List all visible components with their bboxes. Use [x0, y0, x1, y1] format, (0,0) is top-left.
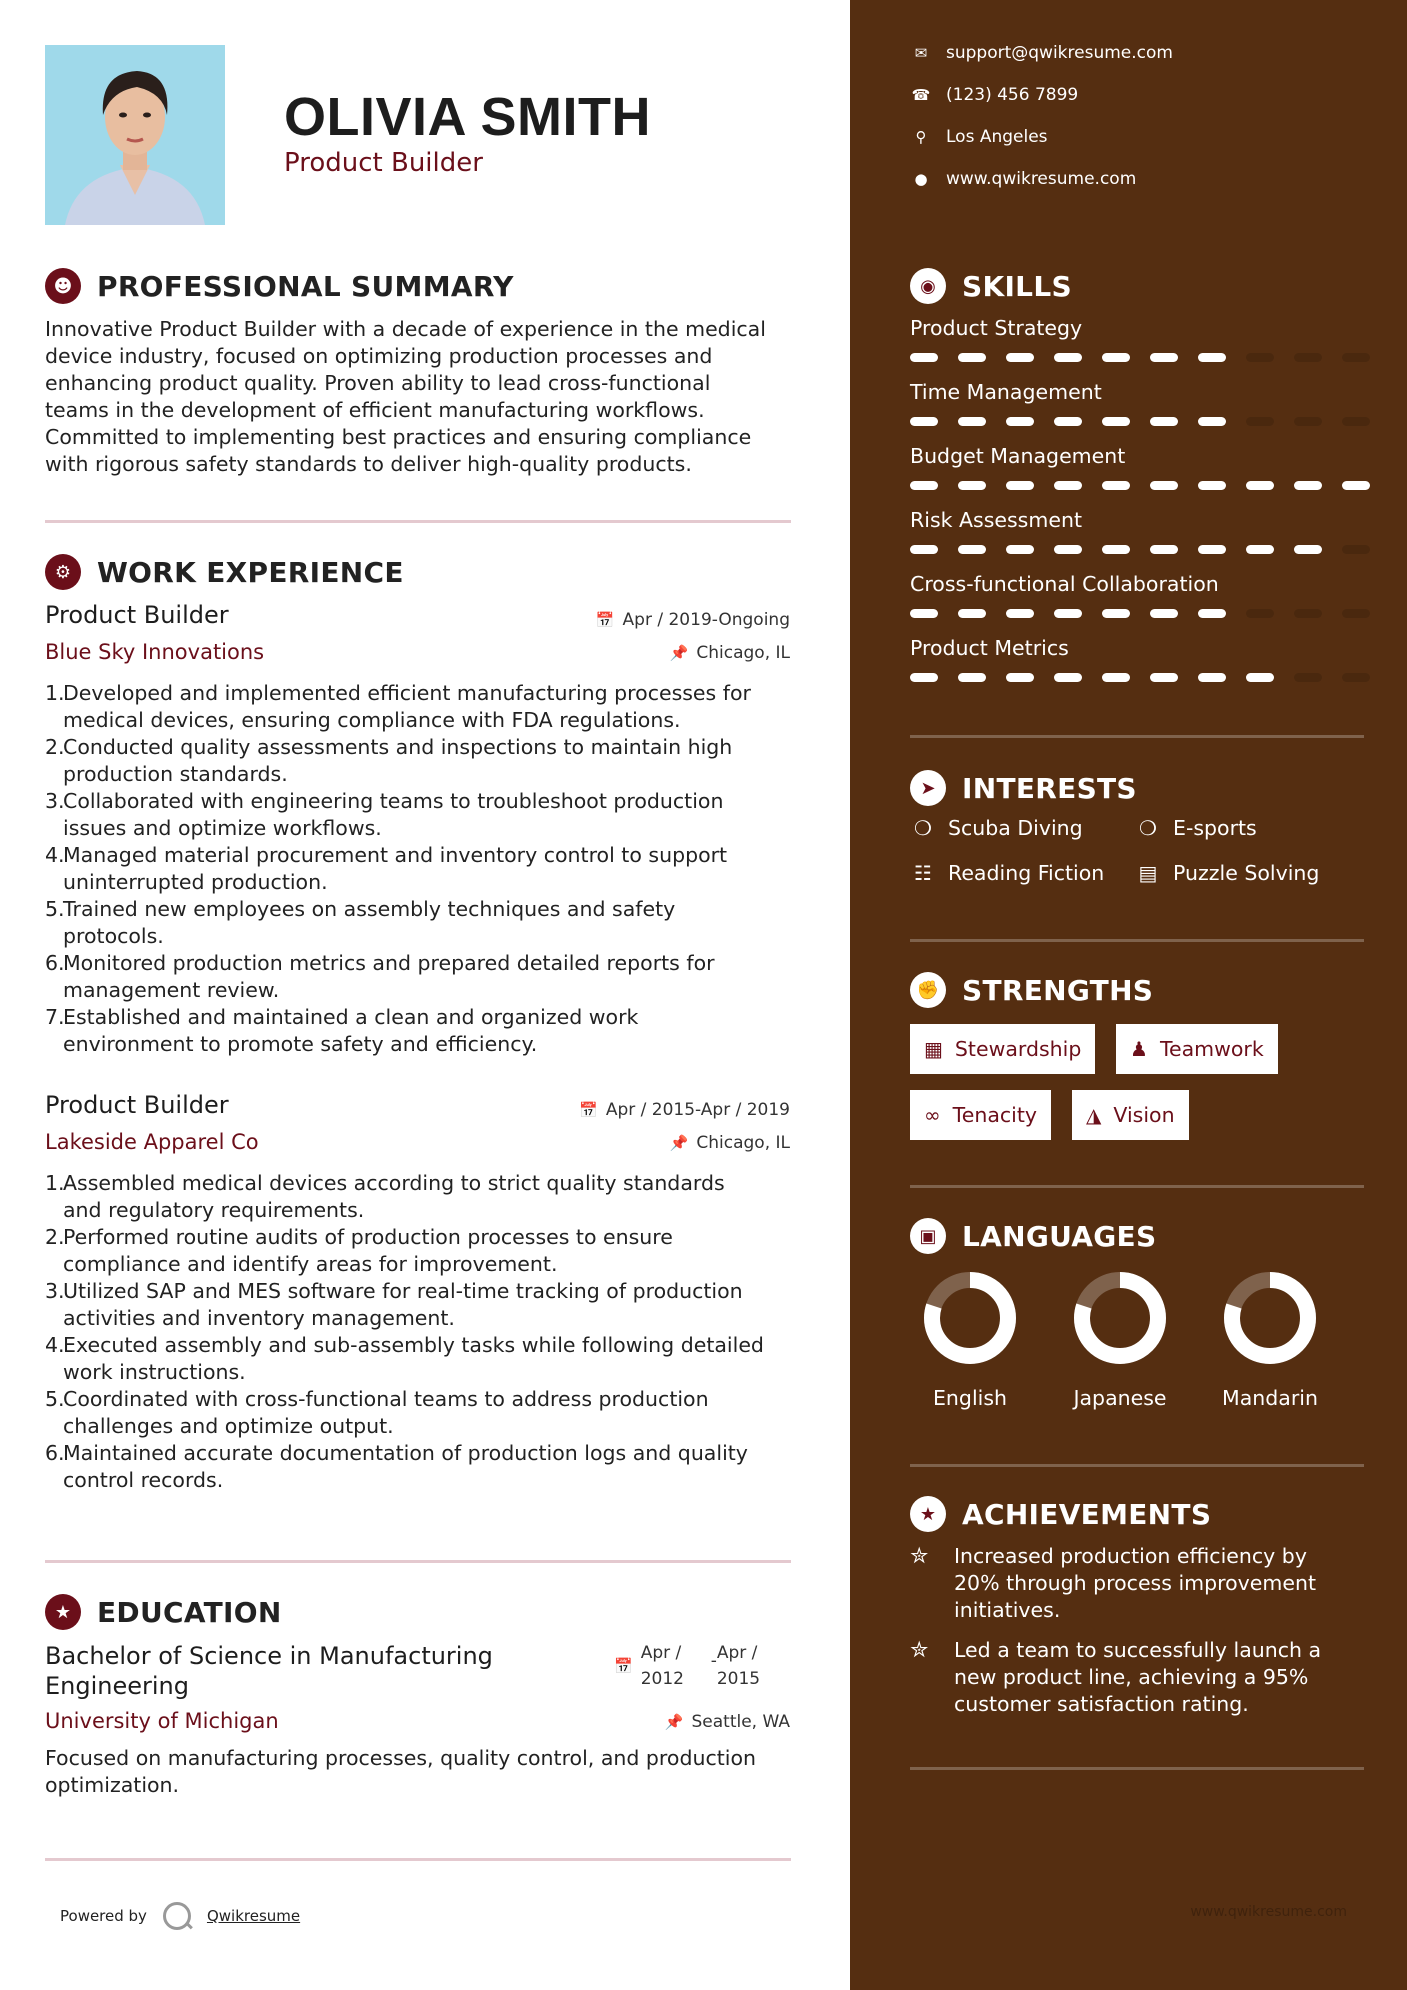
- skill-level-dash: [910, 417, 938, 426]
- job-location: [670, 1133, 790, 1153]
- life-ring-icon: ❍: [1139, 816, 1157, 840]
- skill-level-dash: [1246, 545, 1274, 554]
- book-icon: ▤: [1138, 861, 1158, 885]
- globe-icon: ●: [914, 170, 928, 188]
- skill-level-dash: [910, 545, 938, 554]
- skill-level-dash: [910, 673, 938, 682]
- skill-name: Time Management: [910, 380, 1102, 404]
- interests-title: INTERESTS: [962, 771, 1137, 805]
- edu-start: Apr /: [640, 1643, 682, 1663]
- interest-label: Reading Fiction: [948, 861, 1105, 885]
- skill-level-dash: [1342, 545, 1370, 554]
- summary-line: enhancing product quality. Proven ability to lead cross-functional: [45, 371, 711, 395]
- briefcase-icon: ⚙: [45, 554, 81, 590]
- language-item: [1060, 1270, 1180, 1410]
- education-location-text: Seattle, WA: [691, 1712, 790, 1732]
- languages-heading: [910, 1218, 1156, 1254]
- section-divider: [910, 1464, 1364, 1467]
- lightbulb-icon: ◉: [910, 268, 946, 304]
- job-dates-text: Apr / 2015-Apr / 2019: [605, 1100, 790, 1120]
- section-divider: [910, 735, 1364, 738]
- contact-location: [910, 127, 1048, 147]
- link-icon: ∞: [924, 1103, 941, 1127]
- skill-level-dash: [1198, 417, 1226, 426]
- interest-item: [1135, 816, 1257, 840]
- skill-level-dash: [1150, 353, 1178, 362]
- education-dates: [614, 1640, 793, 1692]
- language-item: [910, 1270, 1030, 1410]
- list-item: 1. Developed and implemented efficient manufacturing processes for medical devices, ensuring compliance with FDA regulations.: [45, 681, 751, 732]
- section-divider: [45, 1858, 791, 1861]
- briefcase-icon: ▦: [924, 1037, 943, 1061]
- profile-photo: [45, 45, 225, 225]
- degree-line: Bachelor of Science in Manufacturing: [45, 1642, 493, 1670]
- skill-level-dash: [1150, 545, 1178, 554]
- phone-text: (123) 456 7899: [946, 85, 1079, 105]
- skill-level-bar: [910, 545, 1370, 554]
- skills-heading: [910, 268, 1072, 304]
- list-item: 3. Collaborated with engineering teams to troubleshoot production issues and optimize workflows.: [45, 789, 724, 840]
- contact-phone[interactable]: [910, 85, 1078, 105]
- skill-level-dash: [1294, 481, 1322, 490]
- candidate-role: Product Builder: [284, 148, 483, 178]
- interest-label: Scuba Diving: [948, 816, 1083, 840]
- skill-level-dash: [1246, 353, 1274, 362]
- skill-level-dash: [958, 609, 986, 618]
- calendar-icon: 📅: [614, 1657, 633, 1675]
- strength-tag: [910, 1024, 1095, 1074]
- skill-level-dash: [1054, 545, 1082, 554]
- skill-name: Cross-functional Collaboration: [910, 572, 1219, 596]
- skill-level-dash: [1150, 673, 1178, 682]
- language-label: Japanese: [1073, 1386, 1167, 1410]
- skill-level-dash: [1054, 609, 1082, 618]
- calendar-icon: 📅: [579, 1101, 598, 1119]
- job-title: Product Builder: [45, 1091, 229, 1119]
- skill-level-dash: [1246, 673, 1274, 682]
- calendar-icon: 📅: [595, 611, 615, 629]
- summary-line: with rigorous safety standards to deliver high-quality products.: [45, 452, 692, 476]
- skill-level-dash: [910, 481, 938, 490]
- location-text: Los Angeles: [946, 127, 1048, 147]
- skill-level-dash: [1006, 353, 1034, 362]
- skill-level-dash: [1102, 545, 1130, 554]
- contact-website[interactable]: [910, 169, 1136, 189]
- skill-level-dash: [1006, 417, 1034, 426]
- company-name: Lakeside Apparel Co: [45, 1130, 259, 1154]
- edu-desc-line: Focused on manufacturing processes, quality control, and production: [45, 1746, 756, 1770]
- skill-level-dash: [1102, 609, 1130, 618]
- list-item: 1. Assembled medical devices according to strict quality standards and regulatory requirements.: [45, 1171, 725, 1222]
- skill-name: Product Strategy: [910, 316, 1083, 340]
- achievement-item: [910, 1543, 1364, 1624]
- skill-level-dash: [910, 609, 938, 618]
- qwikresume-logo-icon: [163, 1902, 191, 1930]
- list-item: 5. Coordinated with cross-functional teams to address production challenges and optimize output.: [45, 1387, 709, 1438]
- candidate-name: OLIVIA SMITH: [284, 87, 651, 147]
- job-dates: [596, 610, 790, 630]
- skill-level-dash: [1102, 417, 1130, 426]
- experience-heading: [45, 554, 404, 590]
- achievement-line: Led a team to successfully launch a: [954, 1638, 1322, 1662]
- job-location: [670, 643, 790, 663]
- job-dates: [579, 1100, 790, 1120]
- graduation-cap-icon: ★: [45, 1594, 81, 1630]
- powered-by: [60, 1902, 300, 1930]
- brand-link[interactable]: Qwikresume: [206, 1907, 301, 1925]
- skill-level-dash: [1198, 353, 1226, 362]
- experience-title: WORK EXPERIENCE: [97, 555, 404, 589]
- job-location-text: Chicago, IL: [696, 643, 790, 663]
- skill-level-dash: [958, 353, 986, 362]
- list-item: 5. Trained new employees on assembly techniques and safety protocols.: [45, 897, 676, 948]
- interest-label: E-sports: [1173, 816, 1257, 840]
- skill-level-bar: [910, 417, 1370, 426]
- achievement-line: customer satisfaction rating.: [954, 1692, 1249, 1716]
- skill-level-dash: [1102, 481, 1130, 490]
- list-item: 2. Performed routine audits of production processes to ensure compliance and identify areas for improvement.: [45, 1225, 673, 1276]
- gamepad-icon: ☷: [914, 861, 932, 885]
- list-item: 3. Utilized SAP and MES software for real-time tracking of production activities and inventory management.: [45, 1279, 743, 1330]
- achievement-item: [910, 1637, 1364, 1718]
- skill-level-dash: [1294, 609, 1322, 618]
- job-location-text: Chicago, IL: [696, 1133, 790, 1153]
- website-text: www.qwikresume.com: [946, 169, 1137, 189]
- interests-heading: [910, 770, 1137, 806]
- summary-line: teams in the development of efficient manufacturing workflows.: [45, 398, 705, 422]
- job-title: Product Builder: [45, 601, 229, 629]
- skill-level-bar: [910, 609, 1370, 618]
- edu-end: Apr /: [716, 1643, 758, 1663]
- skill-level-dash: [1150, 609, 1178, 618]
- summary-line: device industry, focused on optimizing production processes and: [45, 344, 713, 368]
- skill-level-dash: [958, 481, 986, 490]
- language-label: Mandarin: [1222, 1386, 1318, 1410]
- language-item: [1210, 1270, 1330, 1410]
- interest-label: Puzzle Solving: [1173, 861, 1320, 885]
- skill-level-dash: [1198, 609, 1226, 618]
- skill-level-dash: [1054, 417, 1082, 426]
- company-name: Blue Sky Innovations: [45, 640, 265, 664]
- skill-level-dash: [910, 353, 938, 362]
- summary-line: Innovative Product Builder with a decade of experience in the medical: [45, 317, 766, 341]
- email-text: support@qwikresume.com: [946, 43, 1173, 63]
- skill-level-dash: [1342, 417, 1370, 426]
- strength-label: Teamwork: [1159, 1037, 1264, 1061]
- strength-tag: [1072, 1090, 1189, 1140]
- binoculars-icon: ◮: [1086, 1103, 1102, 1127]
- skill-name: Product Metrics: [910, 636, 1069, 660]
- skill-level-dash: [1246, 417, 1274, 426]
- section-divider: [910, 1767, 1364, 1770]
- list-item: 4. Executed assembly and sub-assembly tasks while following detailed work instructions.: [45, 1333, 764, 1384]
- language-level-ring: [1222, 1270, 1318, 1366]
- life-ring-icon: ❍: [914, 816, 932, 840]
- skill-level-bar: [910, 353, 1370, 362]
- interest-item: [910, 816, 1083, 840]
- strengths-heading: [910, 972, 1153, 1008]
- envelope-icon: ✉: [914, 44, 928, 62]
- skill-level-bar: [910, 673, 1370, 682]
- summary-text: [45, 316, 795, 478]
- interest-item: [910, 861, 1104, 885]
- strengths-title: STRENGTHS: [962, 973, 1154, 1007]
- contact-email[interactable]: [910, 43, 1173, 63]
- list-item: 6. Maintained accurate documentation of production logs and quality control records.: [45, 1441, 748, 1492]
- pin-icon: 📌: [669, 644, 689, 662]
- section-divider: [910, 1185, 1364, 1188]
- footer-url: www.qwikresume.com: [1190, 1904, 1347, 1920]
- achievement-line: 20% through process improvement: [954, 1571, 1316, 1595]
- skill-level-dash: [1102, 673, 1130, 682]
- skill-level-dash: [958, 673, 986, 682]
- skill-level-dash: [1342, 609, 1370, 618]
- skill-level-dash: [1006, 481, 1034, 490]
- skill-level-dash: [1246, 609, 1274, 618]
- skill-name: Budget Management: [910, 444, 1126, 468]
- star-badge-icon: ★: [910, 1496, 946, 1532]
- education-description: [45, 1745, 795, 1799]
- strength-tag: [1116, 1024, 1278, 1074]
- skill-level-dash: [1198, 673, 1226, 682]
- list-item: 6. Monitored production metrics and prepared detailed reports for management review.: [45, 951, 715, 1002]
- interest-item: [1135, 861, 1319, 885]
- summary-heading: [45, 268, 514, 304]
- achievements-heading: [910, 1496, 1211, 1532]
- skill-level-dash: [958, 417, 986, 426]
- users-icon: ♟: [1130, 1037, 1148, 1061]
- skill-level-dash: [1342, 481, 1370, 490]
- edu-end-year: 2015: [716, 1669, 761, 1689]
- degree-title: [45, 1641, 493, 1701]
- section-divider: [45, 1560, 791, 1563]
- user-icon: ☻: [45, 268, 81, 304]
- edu-start-year: 2012: [640, 1669, 684, 1689]
- summary-title: PROFESSIONAL SUMMARY: [97, 269, 514, 303]
- skill-level-dash: [1342, 353, 1370, 362]
- strength-label: Tenacity: [952, 1103, 1038, 1127]
- education-location: [665, 1712, 790, 1732]
- section-divider: [910, 939, 1364, 942]
- shooting-star-icon: ✮: [910, 1544, 929, 1569]
- skill-level-bar: [910, 481, 1370, 490]
- skill-level-dash: [1054, 353, 1082, 362]
- skill-name: Risk Assessment: [910, 508, 1082, 532]
- skill-level-dash: [958, 545, 986, 554]
- shooting-star-icon: ✮: [910, 1638, 929, 1663]
- job-duties: [45, 1170, 795, 1494]
- skill-level-dash: [1294, 353, 1322, 362]
- list-item: 4. Managed material procurement and inventory control to support uninterrupted production.: [45, 843, 728, 894]
- achievement-line: new product line, achieving a 95%: [954, 1665, 1309, 1689]
- skill-level-dash: [1150, 417, 1178, 426]
- achievement-line: Increased production efficiency by: [954, 1544, 1307, 1568]
- skill-level-dash: [1006, 673, 1034, 682]
- languages-title: LANGUAGES: [962, 1219, 1157, 1253]
- map-marker-icon: ⚲: [915, 128, 927, 146]
- skill-level-dash: [1198, 545, 1226, 554]
- list-item: 2. Conducted quality assessments and inspections to maintain high production standards.: [45, 735, 733, 786]
- strength-tag: [910, 1090, 1051, 1140]
- fist-icon: ✊: [910, 972, 946, 1008]
- list-item: 7. Established and maintained a clean and organized work environment to promote safety and efficiency.: [45, 1005, 639, 1056]
- language-level-ring: [1072, 1270, 1168, 1366]
- pin-icon: 📌: [664, 1713, 684, 1731]
- skill-level-dash: [1246, 481, 1274, 490]
- summary-line: Committed to implementing best practices and ensuring compliance: [45, 425, 752, 449]
- edu-desc-line: optimization.: [45, 1773, 180, 1797]
- language-icon: ▣: [910, 1218, 946, 1254]
- language-level-ring: [922, 1270, 1018, 1366]
- skill-level-dash: [1054, 673, 1082, 682]
- education-heading: [45, 1594, 282, 1630]
- language-label: English: [932, 1386, 1008, 1410]
- section-divider: [45, 520, 791, 523]
- school-name: University of Michigan: [45, 1709, 279, 1733]
- powered-label: Powered by: [60, 1907, 147, 1925]
- skill-level-dash: [1006, 545, 1034, 554]
- skill-level-dash: [1102, 353, 1130, 362]
- achievements-title: ACHIEVEMENTS: [962, 1497, 1212, 1531]
- skill-level-dash: [1054, 481, 1082, 490]
- skill-level-dash: [1294, 545, 1322, 554]
- job-dates-text: Apr / 2019-Ongoing: [622, 610, 790, 630]
- achievement-line: initiatives.: [954, 1598, 1061, 1622]
- skill-level-dash: [1294, 417, 1322, 426]
- skill-level-dash: [1342, 673, 1370, 682]
- paper-plane-icon: ➤: [910, 770, 946, 806]
- skill-level-dash: [1006, 609, 1034, 618]
- education-title: EDUCATION: [97, 1595, 282, 1629]
- degree-line: Engineering: [45, 1672, 189, 1700]
- strength-label: Stewardship: [954, 1037, 1082, 1061]
- job-duties: [45, 680, 795, 1058]
- pin-icon: 📌: [669, 1134, 689, 1152]
- edu-date-sep: -: [710, 1651, 717, 1671]
- sidebar: [850, 0, 1407, 1990]
- skill-level-dash: [1294, 673, 1322, 682]
- skills-title: SKILLS: [962, 269, 1072, 303]
- skill-level-dash: [1198, 481, 1226, 490]
- skill-level-dash: [1150, 481, 1178, 490]
- strength-label: Vision: [1113, 1103, 1175, 1127]
- phone-icon: ☎: [911, 86, 931, 104]
